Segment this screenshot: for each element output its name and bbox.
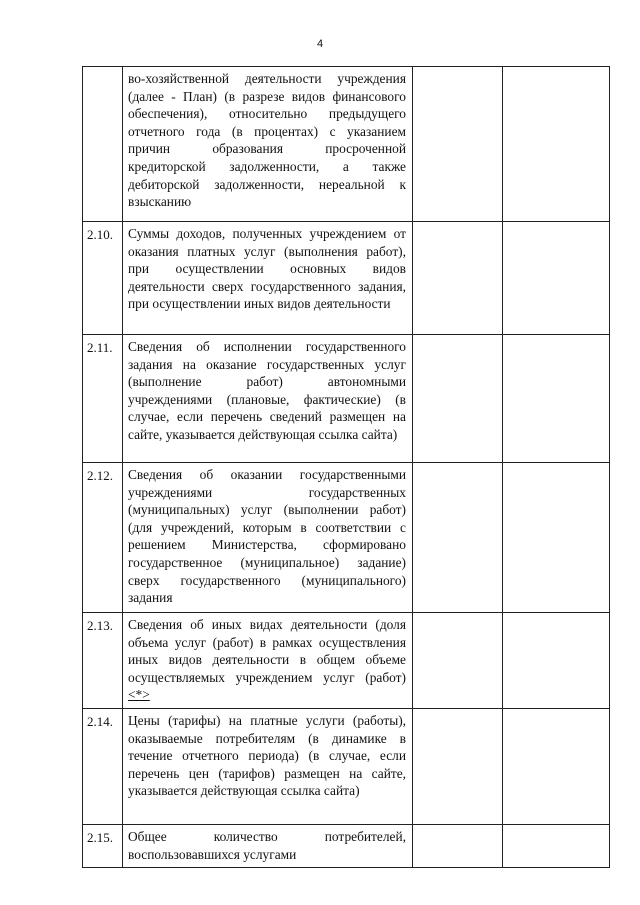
row-cell-4: [503, 825, 610, 868]
row-cell-3: [413, 463, 503, 613]
table-row: [83, 335, 610, 463]
row-cell-4: [503, 335, 610, 463]
row-description: Суммы доходов, полученных учреждением от оказания платных услуг (выполнения работ), при осуществлении основных видов деятельности сверх государственного задания, при осуществлении иных видов деятельности: [123, 222, 413, 335]
row-number: 2.11.: [83, 335, 123, 463]
row-cell-3: [413, 222, 503, 335]
row-description: Сведения об исполнении государственного задания на оказание государственных услуг (выполнение работ) автономными учреждениями (плановые, фактические) (в случае, если перечень сведений размещен на сайте, указывается действующая ссылка сайта): [123, 335, 413, 463]
row-number: 2.13.: [83, 613, 123, 709]
row-cell-3: [413, 825, 503, 868]
table-row: [83, 613, 610, 709]
row-cell-4: [503, 709, 610, 825]
report-table: [82, 66, 610, 868]
row-number: 2.14.: [83, 709, 123, 825]
table-row: [83, 222, 610, 335]
row-description-text: Сведения об иных видах деятельности (доля объема услуг (работ) в рамках осуществления иных видов деятельности в общем объеме осуществляемых учреждением услуг (работ): [128, 617, 406, 685]
row-cell-3: [413, 67, 503, 222]
row-cell-4: [503, 463, 610, 613]
page-number: 4: [316, 38, 324, 50]
row-description: [123, 613, 413, 709]
row-number: 2.10.: [83, 222, 123, 335]
row-description: Цены (тарифы) на платные услуги (работы), оказываемые потребителям (в динамике в течение отчетного периода) (в случае, если перечень цен (тарифов) размещен на сайте, указывается действующая ссылка сайта): [123, 709, 413, 825]
table-row: [83, 709, 610, 825]
row-cell-4: [503, 613, 610, 709]
row-description: во-хозяйственной деятельности учреждения (далее - План) (в разрезе видов финансового обеспечения), относительно предыдущего отчетного года (в процентах) с указанием причин образования просроченной кредиторской задолженности, а также дебиторской задолженности, нереальной к взысканию: [123, 67, 413, 222]
row-number: [83, 67, 123, 222]
row-cell-3: [413, 335, 503, 463]
row-cell-4: [503, 67, 610, 222]
table-row: [83, 825, 610, 868]
footnote-link[interactable]: <*>: [128, 687, 150, 703]
row-number: 2.15.: [83, 825, 123, 868]
row-description: Общее количество потребителей, воспользовавшихся услугами: [123, 825, 413, 868]
row-cell-3: [413, 709, 503, 825]
row-number: 2.12.: [83, 463, 123, 613]
table-row: [83, 463, 610, 613]
row-cell-4: [503, 222, 610, 335]
row-cell-3: [413, 613, 503, 709]
table-row: [83, 67, 610, 222]
row-description: Сведения об оказании государственными учреждениями государственных (муниципальных) услуг (выполнении работ) (для учреждений, которым в соответствии с решением Министерства, сформировано государственное (муниципальное) задание) сверх государственного (муниципального) задания: [123, 463, 413, 613]
